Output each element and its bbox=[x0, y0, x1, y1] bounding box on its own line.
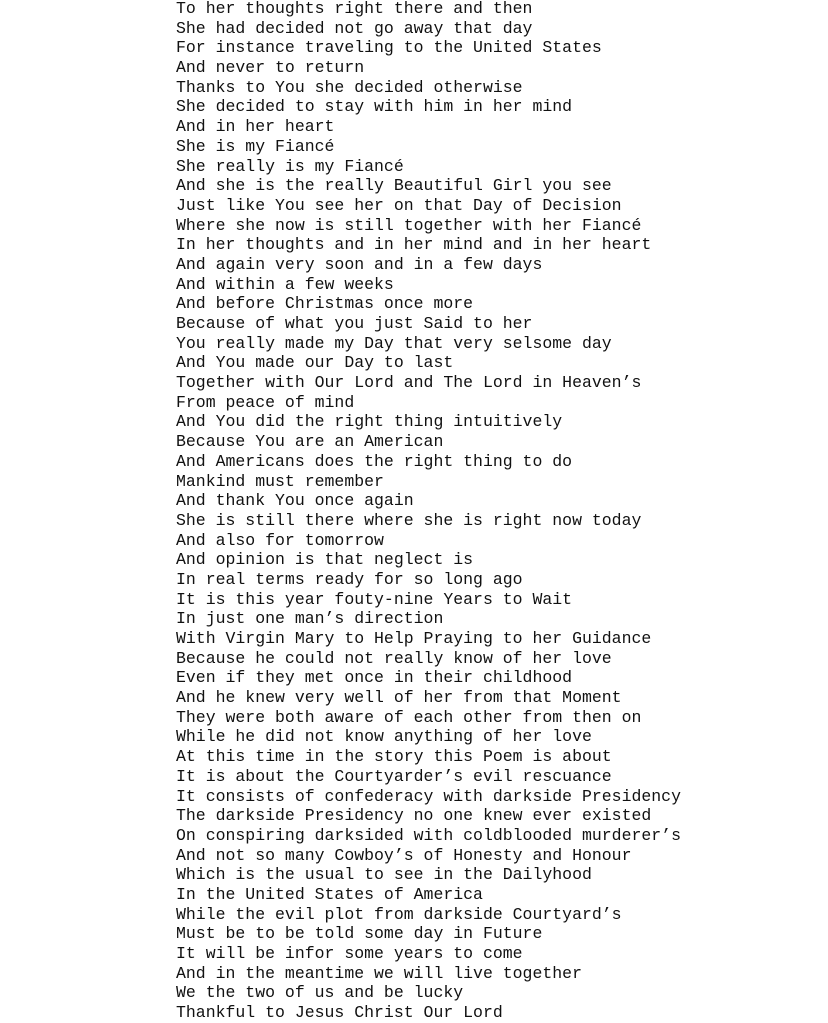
poem-line: From peace of mind bbox=[176, 392, 355, 412]
poem-line: And within a few weeks bbox=[176, 274, 394, 294]
poem-line: Thanks to You she decided otherwise bbox=[176, 77, 523, 97]
poem-line: Where she now is still together with her Fiancé bbox=[176, 215, 642, 235]
poem-text bbox=[176, 0, 681, 1023]
poem-line: You really made my Day that very selsome day bbox=[176, 333, 612, 353]
poem-line: And not so many Cowboy’s of Honesty and Honour bbox=[176, 845, 632, 865]
poem-line: She is my Fiancé bbox=[176, 136, 335, 156]
poem-line: And before Christmas once more bbox=[176, 294, 474, 314]
poem-line: Together with Our Lord and The Lord in Heaven’s bbox=[176, 373, 642, 393]
poem-line: The darkside Presidency no one knew ever existed bbox=[176, 806, 652, 826]
poem-line: With Virgin Mary to Help Praying to her Guidance bbox=[176, 629, 652, 648]
poem-line: And in the meantime we will live together bbox=[176, 963, 582, 983]
poem-line: Must be to be told some day in Future bbox=[176, 924, 543, 944]
poem-line: In real terms ready for so long ago bbox=[176, 569, 523, 589]
poem-line: And opinion is that neglect is bbox=[176, 550, 474, 570]
poem-line: Because You are an American bbox=[176, 432, 444, 452]
poem-line: Even if they met once in their childhood bbox=[176, 668, 573, 688]
poem-line: And never to return bbox=[176, 58, 365, 78]
poem-line: Because of what you just Said to her bbox=[176, 314, 533, 333]
poem-line: Which is the usual to see in the Dailyhood bbox=[176, 865, 592, 885]
poem-line: She really is my Fiancé bbox=[176, 156, 404, 176]
poem-line: She decided to stay with him in her mind bbox=[176, 97, 573, 117]
poem-line: At this time in the story this Poem is about bbox=[176, 747, 612, 767]
poem-line: It will be infor some years to come bbox=[176, 944, 523, 963]
poem-line: In just one man’s direction bbox=[176, 609, 444, 629]
poem-line: Because he could not really know of her love bbox=[176, 648, 612, 668]
poem-line: In her thoughts and in her mind and in her heart bbox=[176, 235, 652, 255]
poem-line: And she is the really Beautiful Girl you see bbox=[176, 176, 612, 196]
poem-line: Thankful to Jesus Christ Our Lord bbox=[176, 1003, 503, 1023]
poem-line: She had decided not go away that day bbox=[176, 18, 533, 38]
poem-line: We the two of us and be lucky bbox=[176, 983, 464, 1003]
poem-line: And Americans does the right thing to do bbox=[176, 451, 573, 471]
poem-line: Mankind must remember bbox=[176, 471, 384, 491]
poem-line: For instance traveling to the United States bbox=[176, 38, 602, 58]
poem-line: In the United States of America bbox=[176, 884, 483, 904]
poem-line: It is this year fouty-nine Years to Wait bbox=[176, 589, 573, 609]
poem-line: Just like You see her on that Day of Decision bbox=[176, 195, 622, 215]
poem-line: They were both aware of each other from then on bbox=[176, 707, 642, 727]
poem-line: While he did not know anything of her love bbox=[176, 727, 592, 747]
poem-line: On conspiring darksided with coldblooded murderer’s bbox=[176, 825, 681, 845]
poem-line: And thank You once again bbox=[176, 491, 414, 511]
poem-line: To her thoughts right there and then bbox=[176, 0, 533, 18]
poem-line: While the evil plot from darkside Courtyard’s bbox=[176, 904, 622, 924]
poem-line: And You made our Day to last bbox=[176, 353, 454, 373]
poem-line: And You did the right thing intuitively bbox=[176, 412, 563, 432]
poem-line: And also for tomorrow bbox=[176, 530, 384, 550]
poem-line: And in her heart bbox=[176, 117, 335, 137]
poem-line: It consists of confederacy with darkside Presidency bbox=[176, 786, 681, 806]
poem-line: And again very soon and in a few days bbox=[176, 254, 543, 274]
poem-line: It is about the Courtyarder’s evil rescuance bbox=[176, 766, 612, 786]
poem-line: She is still there where she is right now today bbox=[176, 510, 642, 530]
poem-line: And he knew very well of her from that Moment bbox=[176, 688, 622, 708]
